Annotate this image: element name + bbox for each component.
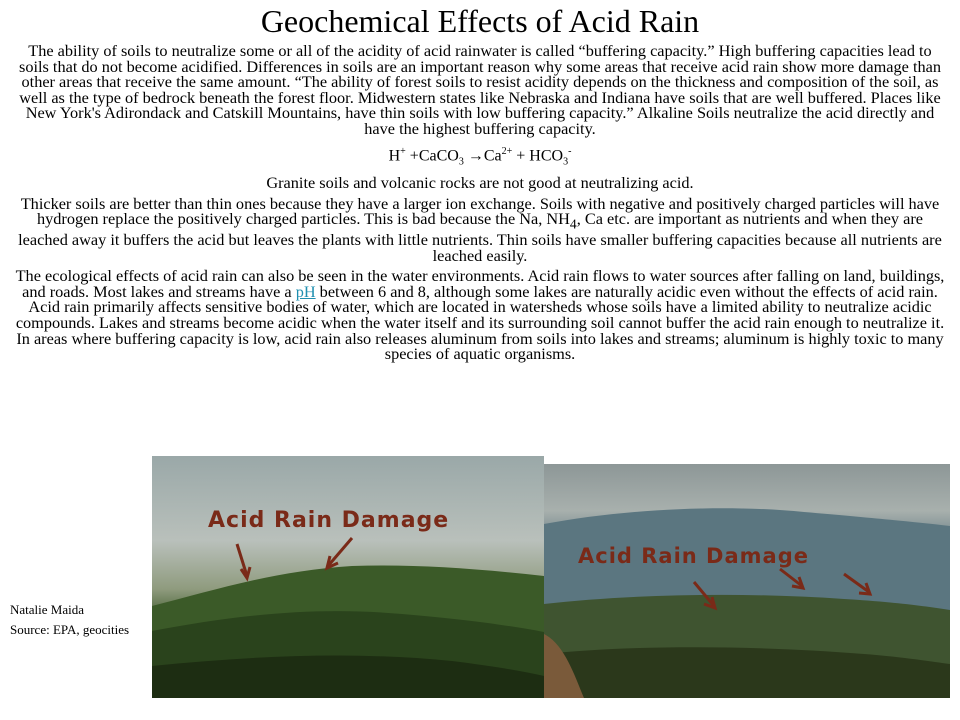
paragraph-buffering-capacity: The ability of soils to neutralize some or all of the acidity of acid rainwater is called “buffering capacity.” High buffering capacities lead to soils that do not become acidified. Differences in soils are an important reason why some areas that receive acid rain show more damage than other areas that receive the same amount. “The ability of forest soils to resist acidity depends on the thickness and composition of the soil, as well as the type of bedrock beneath the forest floor. Midwestern states like Nebraska and Indiana have soils that are well buffered. Places like New York's Adirondack and Catskill Mountains, have thin soils with low buffering capacity.” Alkaline Soils neutralize the acid directly and have the highest buffering capacity. xyxy=(19,41,941,138)
mountain-scene-left xyxy=(152,456,544,698)
credit-block xyxy=(10,600,130,640)
ph-link[interactable]: pH xyxy=(295,281,316,301)
slide-title: Geochemical Effects of Acid Rain xyxy=(260,3,700,39)
author-name: Natalie Maida xyxy=(10,602,84,617)
paragraph-ecological-effects: The ecological effects of acid rain can also be seen in the water environments. Acid rain flows to water sources after falling on land, buildings, and roads. Most lakes and streams have a pH between 6 and 8, although some lakes are naturally acidic even without the effects of acid rain. Acid rain primarily affects sensitive bodies of water, which are located in watersheds whose soils have a limited ability to neutralize acidic compounds. Lakes and streams become acidic when the water itself and its surrounding soil cannot buffer the acid rain enough to neutralize it. In areas where buffering capacity is low, acid rain also releases aluminum from soils into lakes and streams; aluminum is highly toxic to many species of aquatic organisms. xyxy=(15,266,945,364)
paragraph-thicker-soils: Thicker soils are better than thin ones because they have a larger ion exchange. Soils with negative and positively charged particles will have hydrogen replace the positively charged particles. This is bad because the Na, $NH_4$, Ca etc. are important as nutrients and when they are leached away it buffers the acid but leaves the plants with little nutrients. Thin soils have smaller buffering capacities because all nutrients are leached easily. xyxy=(18,193,942,265)
chemical-equation: H+ +CaCO$_3$ $\to Ca^{2+} + HCO_3^-$ xyxy=(388,145,572,168)
source-credit: Source: EPA, geocities xyxy=(10,622,130,637)
photo-label-right: Acid Rain Damage xyxy=(578,544,809,568)
paragraph-granite: Granite soils and volcanic rocks are not good at neutralizing acid. xyxy=(266,173,694,193)
photo-label-left: Acid Rain Damage xyxy=(208,508,450,533)
body-text xyxy=(14,43,946,367)
acid-rain-damage-photo-right xyxy=(544,464,950,698)
arrow-icon: → xyxy=(463,146,484,164)
acid-rain-damage-photo-left xyxy=(152,456,544,698)
mountain-scene-right xyxy=(544,464,950,698)
